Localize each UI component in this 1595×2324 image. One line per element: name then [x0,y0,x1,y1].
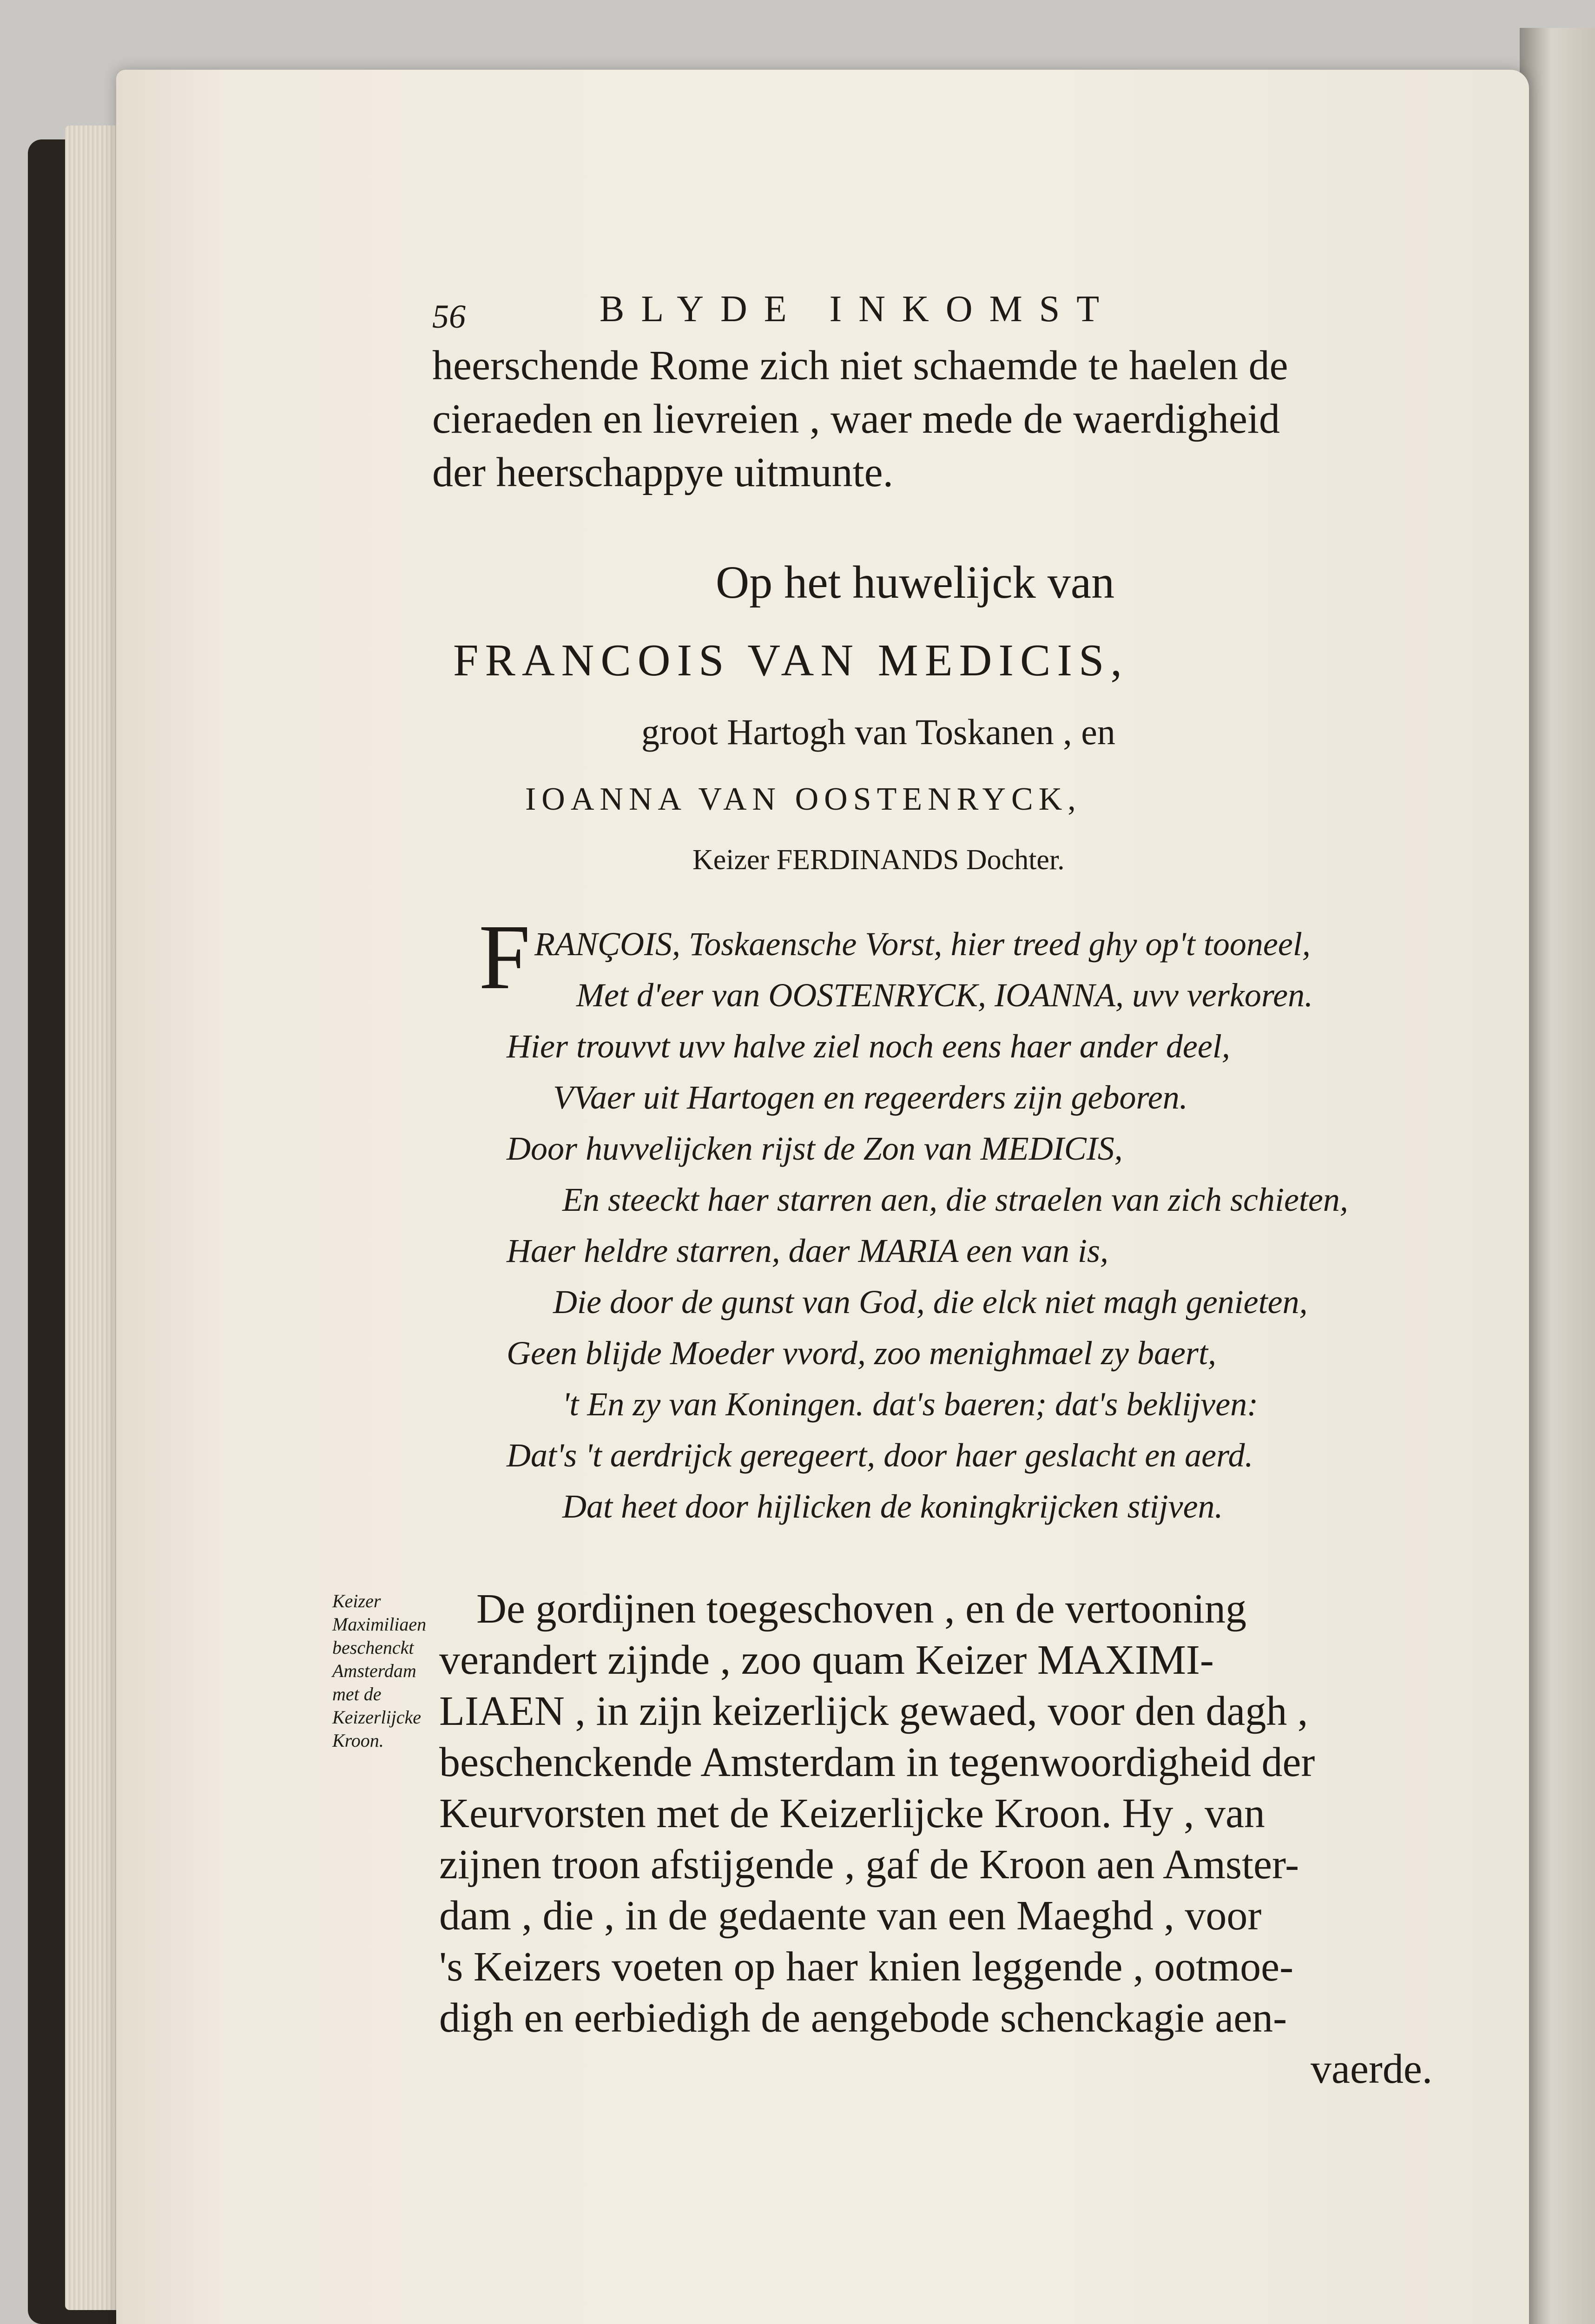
poem-line: Door huvvelijcken rijst de Zon van MEDICIS, [507,1130,1123,1167]
poem-dropcap: F [479,906,531,1009]
poem-line: En steeckt haer starren aen, die straelen van zich schieten, [562,1181,1348,1218]
heading-names-groom: FRANCOIS VAN MEDICIS, [453,635,1129,686]
poem-line: Hier trouvvt uvv halve ziel noch eens haer ander deel, [507,1028,1230,1065]
body-line: dam , die , in de gedaente van een Maeghd , voor [439,1893,1262,1939]
poem-line: Haer heldre starren, daer MARIA een van is, [507,1232,1109,1269]
heading-line-1: Op het huwelijck van [716,556,1115,608]
poem-line: Dat heet door hijlicken de koningkrijcken stijven. [562,1488,1223,1525]
body-line: LIAEN , in zijn keizerlijck gewaed, voor den dagh , [439,1688,1308,1734]
facing-page-edge [1520,28,1595,2324]
body-line: vaerde. [1311,2046,1433,2092]
intro-line: heerschende Rome zich niet schaemde te haelen de [432,343,1288,389]
body-line: zijnen troon afstijgende , gaf de Kroon aen Amster- [439,1842,1299,1888]
intro-line: der heerschappye uitmunte. [432,449,894,495]
page-number: 56 [432,298,466,335]
body-line: De gordijnen toegeschoven , en de vertooning [476,1586,1247,1632]
margin-note: Keizer Maximiliaen beschenckt Amsterdam met de Keizerlijcke Kroon. [332,1591,427,1751]
body-line: beschenckende Amsterdam in tegenwoordigheid der [439,1739,1315,1785]
body-line: verandert zijnde , zoo quam Keizer MAXIMI- [439,1637,1214,1683]
poem-line: RANÇOIS, Toskaensche Vorst, hier treed ghy op't tooneel, [534,925,1311,963]
heading-line-5: Keizer FERDINANDS Dochter. [692,844,1065,876]
running-title: BLYDE INKOMST [600,289,1116,330]
body-line: digh en eerbiedigh de aengebode schenckagie aen- [439,1995,1287,2041]
poem-line: 't En zy van Koningen. dat's baeren; dat's beklijven: [562,1386,1259,1423]
body-line: 's Keizers voeten op haer knien leggende , ootmoe- [439,1944,1294,1990]
poem-line: Geen blijde Moeder vvord, zoo menighmael zy baert, [507,1334,1216,1372]
body-line: Keurvorsten met de Keizerlijcke Kroon. Hy , van [439,1790,1265,1836]
heading-names-bride: IOANNA VAN OOSTENRYCK, [525,781,1081,817]
poem-line: Die door de gunst van God, die elck niet magh genieten, [553,1283,1308,1320]
heading-line-3: groot Hartogh van Toskanen , en [641,712,1115,752]
poem-line: Dat's 't aerdrijck geregeert, door haer geslacht en aerd. [507,1437,1253,1474]
intro-line: cieraeden en lievreien , waer mede de waerdigheid [432,396,1280,442]
poem-line: VVaer uit Hartogen en regeerders zijn geboren. [553,1079,1188,1116]
poem-line: Met d'eer van OOSTENRYCK, IOANNA, uvv verkoren. [576,977,1313,1014]
